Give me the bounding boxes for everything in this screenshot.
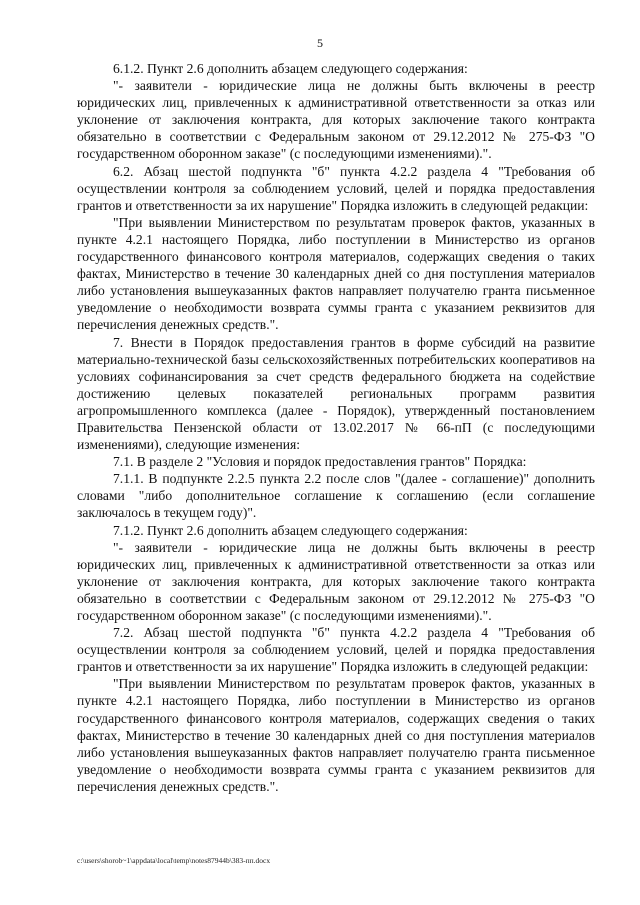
footer-file-path: c:\users\shorob~1\appdata\local\temp\notes87944b\383-пп.docx xyxy=(77,856,271,865)
paragraph-7-1: 7.1. В разделе 2 "Условия и порядок предоставления грантов" Порядка: xyxy=(113,454,527,470)
paragraph-7: 7. Внести в Порядок предоставления грантов в форме субсидий на развитие материально-технической базы сельскохозяйственных потребительских кооперативов на условиях софинансирования за счет средств федерального бюджета на содействие достижению целевых показателей региональных программ развития агропромышленного комплекса (далее - Порядок), утвержденный постановлением Правительства Пензенской области от 13.02.2017 № 66-пП (с последующими изменениями), следующие изменения: xyxy=(77,334,595,453)
paragraph-7-1-2-quote: "- заявители - юридические лица не должны быть включены в реестр юридических лиц, привлеченных к административной ответственности за отказ или уклонение от заключения контракта, для которых заключение такого контракта обязательно в соответствии с Федеральным законом от 29.12.2012 № 275-ФЗ "О государственном оборонном заказе" (с последующими изменениями).". xyxy=(77,539,595,623)
page-number: 5 xyxy=(317,36,323,50)
paragraph-7-1-2: 7.1.2. Пункт 2.6 дополнить абзацем следующего содержания: xyxy=(113,522,468,538)
paragraph-6-1-2: 6.1.2. Пункт 2.6 дополнить абзацем следующего содержания: xyxy=(113,61,468,76)
paragraph-7-1-1: 7.1.1. В подпункте 2.2.5 пункта 2.2 после слов "(далее - соглашение)" дополнить словами "либо дополнительное соглашение к соглашению (если соглашение заключалось в текущем году)". xyxy=(77,471,595,521)
paragraph-6-1-2-quote: "- заявители - юридические лица не должны быть включены в реестр юридических лиц, привлеченных к административной ответственности за отказ или уклонение от заключения контракта, для которых заключение такого контракта обязательно в соответствии с Федеральным законом от 29.12.2012 № 275-ФЗ "О государственном оборонном заказе" (с последующими изменениями).". xyxy=(77,78,595,162)
document-body xyxy=(77,60,595,795)
paragraph-6-2-quote: "При выявлении Министерством по результатам проверок фактов, указанных в пункте 4.2.1 настоящего Порядка, либо поступлении в Министерство из органов государственного финансового контроля материалов, содержащих сведения о таких фактах, Министерство в течение 30 календарных дней со дня поступления материалов либо установления вышеуказанных фактов направляет получателю гранта письменное уведомление о необходимости возврата суммы гранта с указанием реквизитов для перечисления денежных средств.". xyxy=(77,214,595,333)
paragraph-7-2-quote: "При выявлении Министерством по результатам проверок фактов, указанных в пункте 4.2.1 настоящего Порядка, либо поступлении в Министерство из органов государственного финансового контроля материалов, содержащих сведения о таких фактах, Министерство в течение 30 календарных дней со дня поступления материалов либо установления вышеуказанных фактов направляет получателю гранта письменное уведомление о необходимости возврата суммы гранта с указанием реквизитов для перечисления денежных средств.". xyxy=(77,676,595,794)
paragraph-6-2: 6.2. Абзац шестой подпункта "б" пункта 4.2.2 раздела 4 "Требования об осуществлении контроля за соблюдением условий, целей и порядка предоставления грантов и ответственности за их нарушение" Порядка изложить в следующей редакции: xyxy=(77,163,595,213)
paragraph-7-2: 7.2. Абзац шестой подпункта "б" пункта 4.2.2 раздела 4 "Требования об осуществлении контроля за соблюдением условий, целей и порядка предоставления грантов и ответственности за их нарушение" Порядка изложить в следующей редакции: xyxy=(77,625,595,675)
